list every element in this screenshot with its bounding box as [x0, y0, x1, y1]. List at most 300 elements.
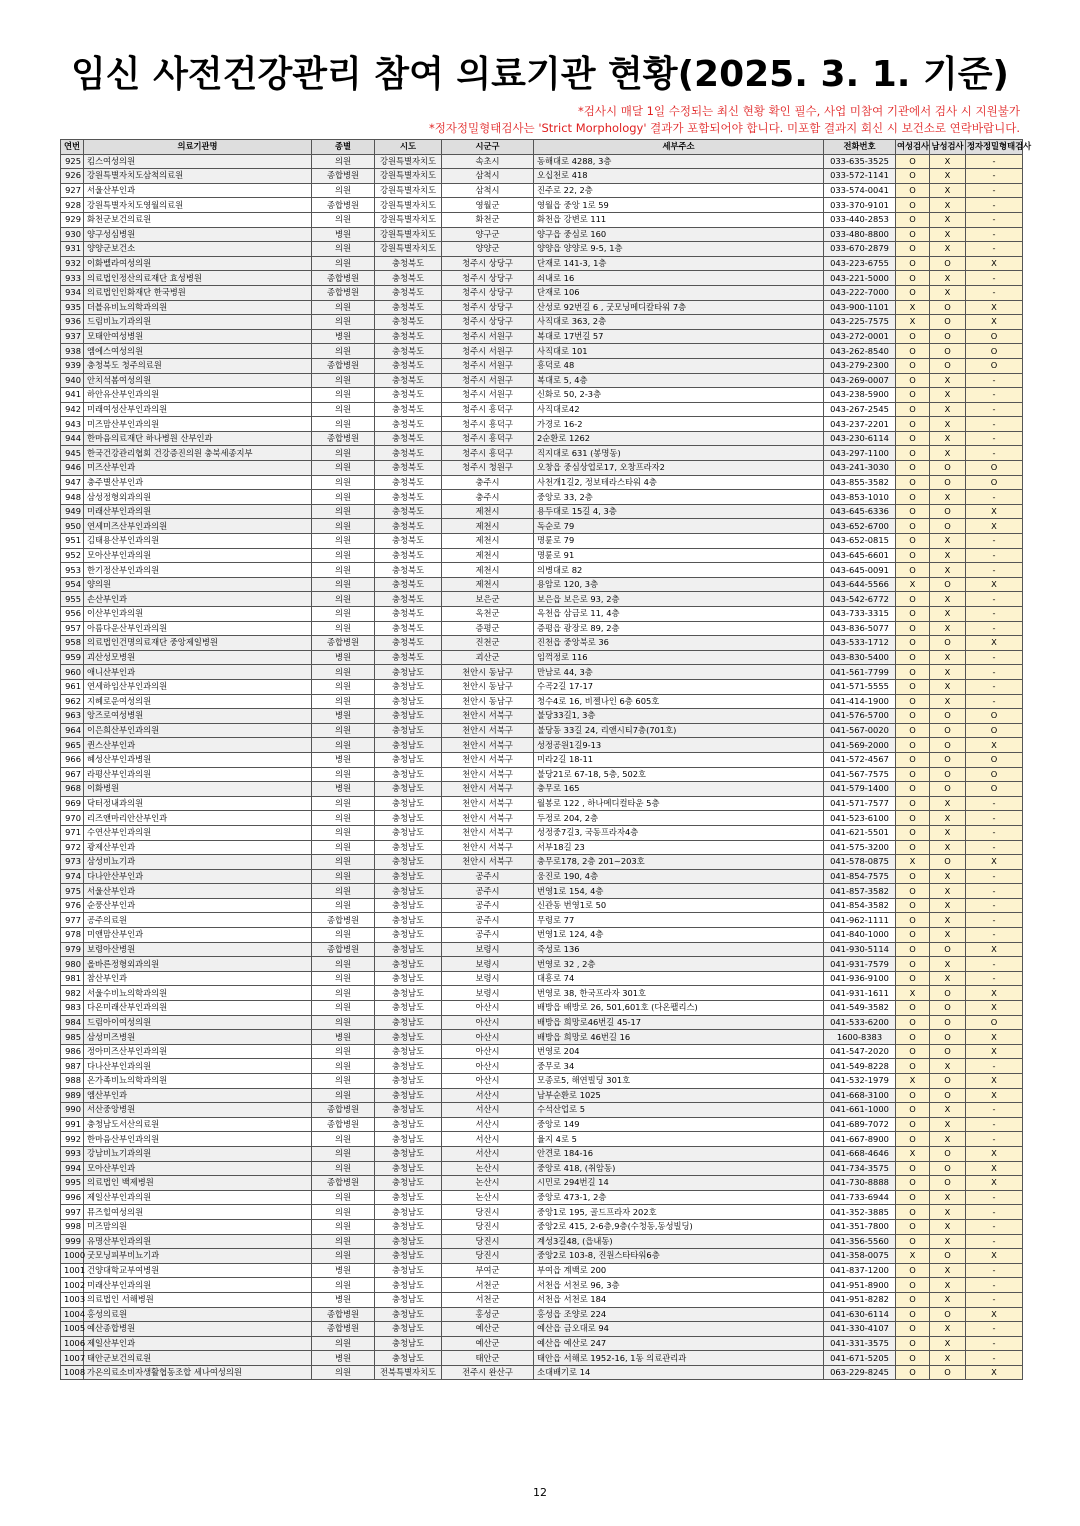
address-cell: 복대로 5, 4층	[534, 373, 824, 388]
female-test-cell: O	[896, 402, 930, 417]
male-test-cell: O	[930, 1030, 966, 1045]
header-type: 종별	[312, 140, 375, 155]
institution-type-cell: 의원	[312, 928, 375, 943]
male-test-cell: X	[930, 446, 966, 461]
province-cell: 충청북도	[375, 417, 442, 432]
province-cell: 충청남도	[375, 1161, 442, 1176]
table-row	[61, 738, 1023, 753]
morphology-test-cell: -	[966, 563, 1023, 578]
male-test-cell: X	[930, 490, 966, 505]
address-cell: 만남로 44, 3층	[534, 665, 824, 680]
address-cell: 진주로 22, 2층	[534, 183, 824, 198]
address-cell: 사직대로 363, 2층	[534, 315, 824, 330]
phone-number-cell: 041-931-7579	[824, 957, 896, 972]
institution-type-cell: 의원	[312, 665, 375, 680]
phone-number-cell: 033-572-1141	[824, 169, 896, 184]
address-cell: 중무로 34	[534, 1059, 824, 1074]
row-number-cell: 1006	[61, 1336, 84, 1351]
institution-type-cell: 병원	[312, 1263, 375, 1278]
province-cell: 충청남도	[375, 1219, 442, 1234]
institution-type-cell: 의원	[312, 183, 375, 198]
phone-number-cell: 041-733-6944	[824, 1190, 896, 1205]
male-test-cell: X	[930, 212, 966, 227]
address-cell: 웅진로 190, 4층	[534, 869, 824, 884]
male-test-cell: O	[930, 577, 966, 592]
female-test-cell: O	[896, 417, 930, 432]
province-cell: 충청남도	[375, 811, 442, 826]
morphology-test-cell: -	[966, 1190, 1023, 1205]
city-district-cell: 보령시	[442, 986, 534, 1001]
phone-number-cell: 041-575-3200	[824, 840, 896, 855]
female-test-cell: O	[896, 957, 930, 972]
morphology-test-cell: X	[966, 1088, 1023, 1103]
morphology-test-cell: X	[966, 855, 1023, 870]
province-cell: 충청남도	[375, 1322, 442, 1337]
address-cell: 임꺽정로 116	[534, 650, 824, 665]
morphology-test-cell: X	[966, 256, 1023, 271]
phone-number-cell: 043-238-5900	[824, 388, 896, 403]
institution-type-cell: 병원	[312, 650, 375, 665]
female-test-cell: O	[896, 1132, 930, 1147]
phone-number-cell: 041-572-4567	[824, 752, 896, 767]
phone-number-cell: 041-571-5555	[824, 679, 896, 694]
address-cell: 옥천읍 삼금로 11, 4층	[534, 607, 824, 622]
city-district-cell: 천안시 서북구	[442, 767, 534, 782]
institution-type-cell: 의원	[312, 1278, 375, 1293]
institution-name-cell: 앙즈로여성병원	[84, 709, 312, 724]
province-cell: 충청남도	[375, 1234, 442, 1249]
address-cell: 보은읍 보은로 93, 2층	[534, 592, 824, 607]
page-title: 임신 사전건강관리 참여 의료기관 현황(2025. 3. 1. 기준)	[71, 54, 1009, 95]
table-row	[61, 650, 1023, 665]
institution-type-cell: 종합병원	[312, 358, 375, 373]
institution-type-cell: 의원	[312, 1249, 375, 1264]
city-district-cell: 속초시	[442, 154, 534, 169]
city-district-cell: 아산시	[442, 1074, 534, 1089]
institution-type-cell: 의원	[312, 738, 375, 753]
morphology-test-cell: -	[966, 271, 1023, 286]
morphology-test-cell: -	[966, 402, 1023, 417]
female-test-cell: O	[896, 782, 930, 797]
institution-type-cell: 의원	[312, 679, 375, 694]
row-number-cell: 930	[61, 227, 84, 242]
female-test-cell: O	[896, 738, 930, 753]
table-row	[61, 1278, 1023, 1293]
province-cell: 충청북도	[375, 650, 442, 665]
table-row	[61, 679, 1023, 694]
institution-name-cell: 온가족비뇨의학과의원	[84, 1074, 312, 1089]
phone-number-cell: 043-297-1100	[824, 446, 896, 461]
phone-number-cell: 041-358-0075	[824, 1249, 896, 1264]
female-test-cell: O	[896, 519, 930, 534]
institution-type-cell: 병원	[312, 1292, 375, 1307]
phone-number-cell: 041-532-1979	[824, 1074, 896, 1089]
row-number-cell: 953	[61, 563, 84, 578]
address-cell: 용암로 120, 3층	[534, 577, 824, 592]
phone-number-cell: 041-840-1000	[824, 928, 896, 943]
table-row	[61, 169, 1023, 184]
institution-name-cell: 모아산부인과	[84, 1161, 312, 1176]
table-row	[61, 431, 1023, 446]
row-number-cell: 929	[61, 212, 84, 227]
institution-name-cell: 안치석봄여성의원	[84, 373, 312, 388]
morphology-test-cell: -	[966, 490, 1023, 505]
phone-number-cell: 043-223-6755	[824, 256, 896, 271]
province-cell: 충청북도	[375, 315, 442, 330]
male-test-cell: X	[930, 271, 966, 286]
city-district-cell: 천안시 서북구	[442, 709, 534, 724]
phone-number-cell: 043-262-8540	[824, 344, 896, 359]
table-row	[61, 913, 1023, 928]
province-cell: 충청북도	[375, 256, 442, 271]
female-test-cell: O	[896, 183, 930, 198]
morphology-test-cell: -	[966, 621, 1023, 636]
male-test-cell: X	[930, 928, 966, 943]
institution-name-cell: 삼성비뇨기과	[84, 855, 312, 870]
phone-number-cell: 043-533-1712	[824, 636, 896, 651]
male-test-cell: X	[930, 1190, 966, 1205]
city-district-cell: 괴산군	[442, 650, 534, 665]
row-number-cell: 939	[61, 358, 84, 373]
institution-name-cell: 모태안여성병원	[84, 329, 312, 344]
female-test-cell: O	[896, 752, 930, 767]
city-district-cell: 천안시 서북구	[442, 796, 534, 811]
female-test-cell: O	[896, 1234, 930, 1249]
male-test-cell: X	[930, 534, 966, 549]
morphology-test-cell: -	[966, 417, 1023, 432]
male-test-cell: O	[930, 1074, 966, 1089]
table-row	[61, 592, 1023, 607]
row-number-cell: 973	[61, 855, 84, 870]
female-test-cell: O	[896, 869, 930, 884]
morphology-test-cell: -	[966, 971, 1023, 986]
province-cell: 충청남도	[375, 898, 442, 913]
table-row	[61, 475, 1023, 490]
phone-number-cell: 043-230-6114	[824, 431, 896, 446]
city-district-cell: 보령시	[442, 957, 534, 972]
row-number-cell: 972	[61, 840, 84, 855]
morphology-test-cell: -	[966, 373, 1023, 388]
morphology-test-cell: -	[966, 1059, 1023, 1074]
city-district-cell: 천안시 서북구	[442, 811, 534, 826]
female-test-cell: O	[896, 796, 930, 811]
phone-number-cell: 041-936-9100	[824, 971, 896, 986]
male-test-cell: X	[930, 796, 966, 811]
institution-type-cell: 의원	[312, 796, 375, 811]
row-number-cell: 982	[61, 986, 84, 1001]
morphology-test-cell: -	[966, 650, 1023, 665]
female-test-cell: O	[896, 1001, 930, 1016]
male-test-cell: X	[930, 1234, 966, 1249]
phone-number-cell: 041-578-0875	[824, 855, 896, 870]
institution-name-cell: 유명산부인과의원	[84, 1234, 312, 1249]
province-cell: 강원특별자치도	[375, 227, 442, 242]
row-number-cell: 1004	[61, 1307, 84, 1322]
table-row	[61, 1030, 1023, 1045]
female-test-cell: O	[896, 1307, 930, 1322]
province-cell: 충청남도	[375, 1146, 442, 1161]
phone-number-cell: 041-837-1200	[824, 1263, 896, 1278]
female-test-cell: O	[896, 285, 930, 300]
table-row	[61, 1001, 1023, 1016]
institution-type-cell: 종합병원	[312, 431, 375, 446]
morphology-test-cell: -	[966, 1117, 1023, 1132]
address-cell: 배방읍 희망로46번길 45-17	[534, 1015, 824, 1030]
province-cell: 충청남도	[375, 1263, 442, 1278]
institution-type-cell: 병원	[312, 782, 375, 797]
province-cell: 충청북도	[375, 534, 442, 549]
male-test-cell: X	[930, 548, 966, 563]
institution-type-cell: 의원	[312, 1074, 375, 1089]
city-district-cell: 청주시 흥덕구	[442, 446, 534, 461]
institution-type-cell: 의원	[312, 592, 375, 607]
city-district-cell: 보은군	[442, 592, 534, 607]
row-number-cell: 943	[61, 417, 84, 432]
table-row	[61, 154, 1023, 169]
male-test-cell: X	[930, 592, 966, 607]
page-number: 12	[533, 1486, 547, 1499]
city-district-cell: 청주시 서원구	[442, 329, 534, 344]
phone-number-cell: 043-267-2545	[824, 402, 896, 417]
institution-name-cell: 이화병원	[84, 782, 312, 797]
institution-name-cell: 엠산부인과	[84, 1088, 312, 1103]
table-row	[61, 402, 1023, 417]
female-test-cell: O	[896, 1059, 930, 1074]
city-district-cell: 서산시	[442, 1117, 534, 1132]
city-district-cell: 보령시	[442, 971, 534, 986]
phone-number-cell: 033-574-0041	[824, 183, 896, 198]
row-number-cell: 964	[61, 723, 84, 738]
header-female-test: 여성검사	[896, 140, 930, 155]
institution-name-cell: 제일산부인과	[84, 1336, 312, 1351]
city-district-cell: 천안시 서북구	[442, 782, 534, 797]
row-number-cell: 999	[61, 1234, 84, 1249]
address-cell: 태안읍 서해로 1952-16, 1동 의료관리과	[534, 1351, 824, 1366]
female-test-cell: O	[896, 1088, 930, 1103]
address-cell: 2순환로 1262	[534, 431, 824, 446]
institution-type-cell: 의원	[312, 519, 375, 534]
address-cell: 성정공원1길9-13	[534, 738, 824, 753]
institution-type-cell: 의원	[312, 154, 375, 169]
table-row	[61, 1292, 1023, 1307]
institution-type-cell: 의원	[312, 1059, 375, 1074]
address-cell: 신화로 50, 2-3층	[534, 388, 824, 403]
city-district-cell: 청주시 흥덕구	[442, 431, 534, 446]
morphology-test-cell: -	[966, 388, 1023, 403]
table-row	[61, 227, 1023, 242]
institution-name-cell: 미래산부인과의원	[84, 1278, 312, 1293]
address-cell: 배방읍 배방로 26, 501,601호 (다온팰리스)	[534, 1001, 824, 1016]
male-test-cell: O	[930, 1365, 966, 1380]
city-district-cell: 천안시 동남구	[442, 694, 534, 709]
table-row	[61, 1103, 1023, 1118]
male-test-cell: O	[930, 1044, 966, 1059]
institution-type-cell: 의원	[312, 840, 375, 855]
institution-type-cell: 의원	[312, 869, 375, 884]
province-cell: 충청북도	[375, 577, 442, 592]
morphology-test-cell: O	[966, 723, 1023, 738]
table-row	[61, 563, 1023, 578]
row-number-cell: 928	[61, 198, 84, 213]
morphology-test-cell: X	[966, 738, 1023, 753]
institution-type-cell: 병원	[312, 709, 375, 724]
row-number-cell: 963	[61, 709, 84, 724]
table-row	[61, 1307, 1023, 1322]
institution-type-cell: 의원	[312, 548, 375, 563]
phone-number-cell: 063-229-8245	[824, 1365, 896, 1380]
institution-name-cell: 공주의료원	[84, 913, 312, 928]
phone-number-cell: 043-900-1101	[824, 300, 896, 315]
row-number-cell: 947	[61, 475, 84, 490]
address-cell: 번영로 32 , 2층	[534, 957, 824, 972]
row-number-cell: 998	[61, 1219, 84, 1234]
table-row	[61, 942, 1023, 957]
row-number-cell: 949	[61, 504, 84, 519]
institution-type-cell: 의원	[312, 1190, 375, 1205]
row-number-cell: 931	[61, 242, 84, 257]
row-number-cell: 969	[61, 796, 84, 811]
province-cell: 충청남도	[375, 679, 442, 694]
female-test-cell: X	[896, 986, 930, 1001]
phone-number-cell: 041-734-3575	[824, 1161, 896, 1176]
row-number-cell: 992	[61, 1132, 84, 1147]
institution-type-cell: 병원	[312, 1351, 375, 1366]
address-cell: 중앙2로 103-8, 진원스타타워6층	[534, 1249, 824, 1264]
table-row	[61, 1365, 1023, 1380]
morphology-test-cell: O	[966, 1015, 1023, 1030]
male-test-cell: X	[930, 840, 966, 855]
table-row	[61, 1351, 1023, 1366]
morphology-test-cell: -	[966, 169, 1023, 184]
table-row	[61, 767, 1023, 782]
province-cell: 충청남도	[375, 884, 442, 899]
city-district-cell: 청주시 흥덕구	[442, 417, 534, 432]
table-row	[61, 971, 1023, 986]
phone-number-cell: 043-855-3582	[824, 475, 896, 490]
city-district-cell: 아산시	[442, 1001, 534, 1016]
male-test-cell: X	[930, 1351, 966, 1366]
address-cell: 모종로5, 해연빌딩 301호	[534, 1074, 824, 1089]
institution-name-cell: 강원특별자치도영월의료원	[84, 198, 312, 213]
morphology-test-cell: -	[966, 840, 1023, 855]
row-number-cell: 940	[61, 373, 84, 388]
institution-name-cell: 서울산부인과	[84, 183, 312, 198]
city-district-cell: 당진시	[442, 1219, 534, 1234]
table-row	[61, 446, 1023, 461]
morphology-test-cell: -	[966, 183, 1023, 198]
province-cell: 충청남도	[375, 782, 442, 797]
city-district-cell: 천안시 동남구	[442, 679, 534, 694]
province-cell: 충청남도	[375, 1030, 442, 1045]
row-number-cell: 932	[61, 256, 84, 271]
row-number-cell: 979	[61, 942, 84, 957]
institution-type-cell: 의원	[312, 388, 375, 403]
province-cell: 충청북도	[375, 563, 442, 578]
address-cell: 번영로 204	[534, 1044, 824, 1059]
city-district-cell: 천안시 서북구	[442, 738, 534, 753]
header-no: 연번	[61, 140, 84, 155]
institution-name-cell: 제일산부인과의원	[84, 1190, 312, 1205]
male-test-cell: X	[930, 957, 966, 972]
row-number-cell: 994	[61, 1161, 84, 1176]
male-test-cell: X	[930, 242, 966, 257]
province-cell: 충청남도	[375, 1292, 442, 1307]
institution-name-cell: 충주별산부인과	[84, 475, 312, 490]
phone-number-cell: 041-668-3100	[824, 1088, 896, 1103]
city-district-cell: 양구군	[442, 227, 534, 242]
province-cell: 충청남도	[375, 738, 442, 753]
institution-type-cell: 의원	[312, 1044, 375, 1059]
address-cell: 명륜로 91	[534, 548, 824, 563]
row-number-cell: 951	[61, 534, 84, 549]
address-cell: 두정로 204, 2층	[534, 811, 824, 826]
row-number-cell: 958	[61, 636, 84, 651]
table-row	[61, 723, 1023, 738]
city-district-cell: 증평군	[442, 621, 534, 636]
institution-type-cell: 병원	[312, 752, 375, 767]
city-district-cell: 화천군	[442, 212, 534, 227]
female-test-cell: O	[896, 898, 930, 913]
male-test-cell: X	[930, 227, 966, 242]
phone-number-cell: 041-576-5700	[824, 709, 896, 724]
female-test-cell: O	[896, 490, 930, 505]
morphology-test-cell: -	[966, 1205, 1023, 1220]
morphology-test-cell: -	[966, 285, 1023, 300]
table-row	[61, 1146, 1023, 1161]
table-row	[61, 256, 1023, 271]
morphology-test-cell: -	[966, 592, 1023, 607]
table-row	[61, 329, 1023, 344]
phone-number-cell: 043-241-3030	[824, 461, 896, 476]
row-number-cell: 977	[61, 913, 84, 928]
province-cell: 충청북도	[375, 329, 442, 344]
male-test-cell: X	[930, 811, 966, 826]
province-cell: 충청북도	[375, 300, 442, 315]
address-cell: 단재로 106	[534, 285, 824, 300]
province-cell: 강원특별자치도	[375, 169, 442, 184]
table-row	[61, 1176, 1023, 1191]
address-cell: 흥덕로 48	[534, 358, 824, 373]
institution-name-cell: 수연산부인과의원	[84, 825, 312, 840]
table-row	[61, 519, 1023, 534]
female-test-cell: O	[896, 1030, 930, 1045]
row-number-cell: 938	[61, 344, 84, 359]
phone-number-cell: 041-414-1900	[824, 694, 896, 709]
city-district-cell: 당진시	[442, 1249, 534, 1264]
male-test-cell: O	[930, 358, 966, 373]
province-cell: 충청남도	[375, 986, 442, 1001]
table-row	[61, 1015, 1023, 1030]
institution-name-cell: 괴산성모병원	[84, 650, 312, 665]
address-cell: 안견로 184-16	[534, 1146, 824, 1161]
morphology-test-cell: X	[966, 942, 1023, 957]
phone-number-cell: 043-652-6700	[824, 519, 896, 534]
row-number-cell: 959	[61, 650, 84, 665]
row-number-cell: 937	[61, 329, 84, 344]
institution-type-cell: 의원	[312, 811, 375, 826]
institution-type-cell: 종합병원	[312, 913, 375, 928]
male-test-cell: X	[930, 1278, 966, 1293]
institution-type-cell: 의원	[312, 1336, 375, 1351]
male-test-cell: X	[930, 183, 966, 198]
address-cell: 불당동 33길 24, 리앤시티7층(701호)	[534, 723, 824, 738]
province-cell: 충청남도	[375, 1103, 442, 1118]
city-district-cell: 공주시	[442, 913, 534, 928]
table-row	[61, 1205, 1023, 1220]
institution-name-cell: 홍성의료원	[84, 1307, 312, 1322]
phone-number-cell: 041-571-7577	[824, 796, 896, 811]
phone-number-cell: 041-567-0020	[824, 723, 896, 738]
